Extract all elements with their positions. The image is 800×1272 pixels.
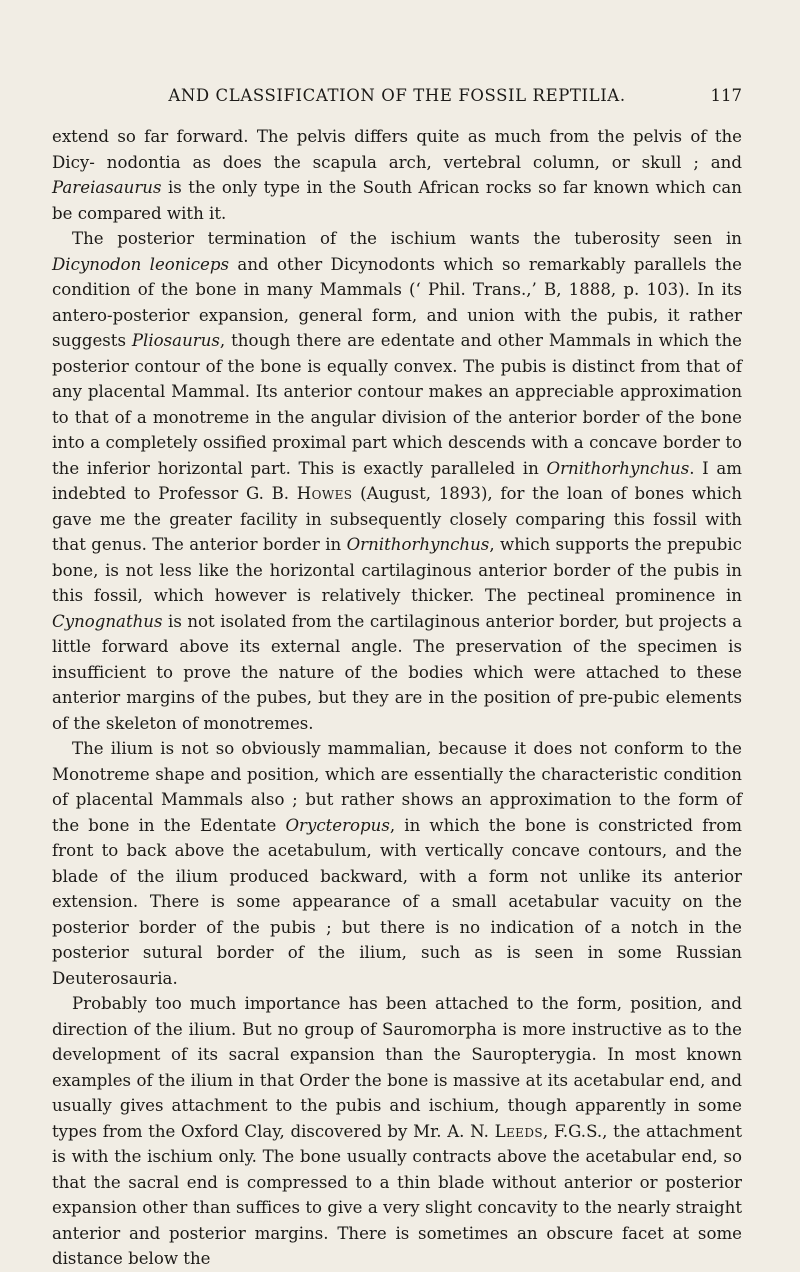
- text-run: . I am indebted to Professor G. B.: [52, 458, 742, 503]
- paragraph: [52, 226, 742, 736]
- text-run: , F.G.S., the attachment is with the ischium only. The bone usually contracts above the acetabular end, so that the sacral end is compressed to a thin blade without anterior or posterior expansion other than suffices to give a very slight concavity to the nearly straight anterior and posterior margins. There is sometimes an obscure facet at some distance below the: [52, 1121, 742, 1268]
- text-run: (August, 1893), for the loan of bones which gave me the greater facility in subsequently closely comparing this fossil with that genus. The anterior border in: [52, 484, 742, 554]
- text-run: Probably too much importance has been attached to the form, position, and direction of the ilium. But no group of Sauromorpha is more instructive as to the development of its sacral expansion than the Sauropterygia. In most known examples of the ilium in that Order the bone is massive at its acetabular end, and usually gives attachment to the pubis and ischium, though apparently in some types from the Oxford Clay, discovered by Mr. A. N.: [52, 994, 742, 1141]
- taxon-name: Ornithorhynchus: [546, 458, 690, 478]
- running-head: [52, 86, 742, 110]
- body-text: [52, 124, 742, 1272]
- text-run: , which supports the prepubic bone, is not less like the horizontal cartilaginous anterior border of the pubis in this fossil, which however is relatively thicker. The pectineal prominence in: [52, 535, 742, 605]
- text-run: The posterior termination of the ischium wants the tuberosity seen in: [72, 229, 742, 248]
- running-title: AND CLASSIFICATION OF THE FOSSIL REPTILIA.: [168, 86, 626, 105]
- paragraph: [52, 736, 742, 991]
- page-number: 117: [710, 86, 742, 105]
- text-run: and other Dicynodonts which so remarkably parallels the condition of the bone in many Mammals (‘ Phil. Trans.,’ B, 1888, p. 103). In its antero-posterior expansion, general form, and union with the pubis, it rather suggests: [52, 254, 742, 350]
- taxon-name: Cynognathus: [52, 611, 163, 631]
- person-name: Leeds: [494, 1121, 543, 1141]
- text-run: The ilium is not so obviously mammalian, because it does not conform to the Monotreme shape and position, which are essentially the characteristic condition of placental Mammals also ; but rather shows an approximation to the form of the bone in the Edentate: [52, 739, 742, 835]
- text-run: is the only type in the South African rocks so far known which can be compared with it.: [52, 178, 742, 223]
- taxon-name: Orycteropus: [285, 815, 390, 835]
- text-run: is not isolated from the cartilaginous anterior border, but projects a little forward above its external angle. The preservation of the specimen is insufficient to prove the nature of the bodies which were attached to these anterior margins of the pubes, but they are in the position of pre-pubic elements of the skeleton of monotremes.: [52, 611, 742, 733]
- taxon-name: Pareiasaurus: [52, 178, 162, 197]
- taxon-name: Pliosaurus: [131, 331, 220, 350]
- person-name: Howes: [296, 484, 353, 503]
- paragraph: [52, 124, 742, 226]
- paragraph: [52, 991, 742, 1272]
- taxon-name: Ornithorhynchus: [346, 535, 490, 554]
- text-run: , in which the bone is constricted from front to back above the acetabulum, with vertically concave contours, and the blade of the ilium produced backward, with a form not unlike its anterior extension. There is some appearance of a small acetabular vacuity on the posterior border of the pubis ; but there is no indication of a notch in the posterior sutural border of the ilium, such as is seen in some Russian Deuterosauria.: [52, 815, 742, 988]
- taxon-name: Dicynodon leoniceps: [52, 254, 230, 274]
- text-run: , though there are edentate and other Mammals in which the posterior contour of the bone is equally convex. The pubis is distinct from that of any placental Mammal. Its anterior contour makes an appreciable approximation to that of a monotreme in the angular division of the anterior border of the bone into a completely ossified proximal part which descends with a concave border to the inferior horizontal part. This is exactly paralleled in: [52, 331, 742, 478]
- text-run: extend so far forward. The pelvis differs quite as much from the pelvis of the Dicy- nodontia as does the scapula arch, vertebral column, or skull ; and: [52, 127, 742, 172]
